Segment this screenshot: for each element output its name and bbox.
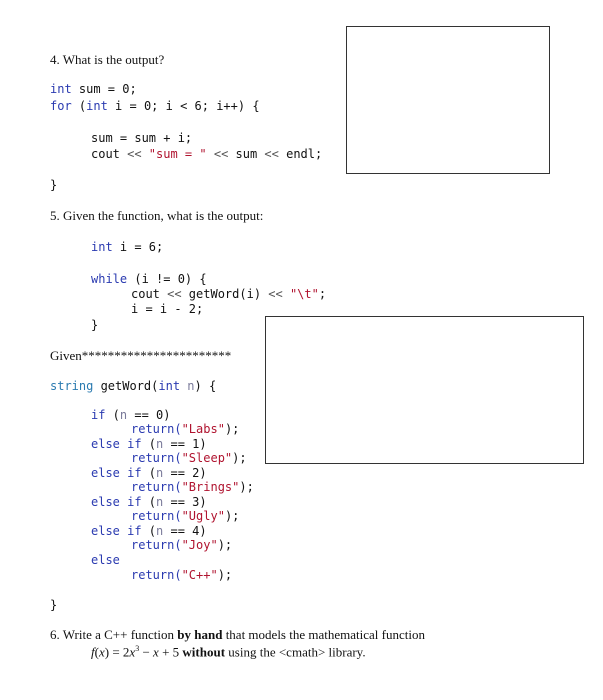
function-close-brace: } (50, 598, 58, 612)
q5-code-line-1: int i = 6; (91, 240, 164, 254)
branch-2-return: return("Brings"); (131, 480, 254, 494)
branch-0-condition: if (n == 0) (91, 408, 171, 422)
q6-text: 6. Write a C++ function by hand that models the mathematical function (50, 627, 425, 642)
q4-code-line-3: sum = sum + i; (91, 131, 193, 145)
given-label: Given*********************** (50, 348, 232, 363)
q4-code-line-1: int sum = 0; (50, 82, 137, 96)
q4-code-close-brace: } (50, 178, 58, 192)
branch-1-return: return("Sleep"); (131, 451, 247, 465)
answer-box-q5[interactable] (265, 316, 584, 464)
q4-code-line-2: for (int i = 0; i < 6; i++) { (50, 99, 260, 113)
function-signature: string getWord(int n) { (50, 379, 217, 393)
q5-code-line-4: i = i - 2; (131, 302, 204, 316)
branch-4-return: return("Joy"); (131, 538, 233, 552)
branch-1-condition: else if (n == 1) (91, 437, 207, 451)
q6-math-line: $f(x) = 2x^3 - x + 5$ without using the <cmath> library. (91, 644, 366, 660)
else-return: return("C++"); (131, 568, 233, 582)
q5-code-line-3: cout << getWord(i) << "\t"; (131, 287, 327, 301)
q5-code-line-2: while (i != 0) { (91, 272, 207, 286)
branch-2-condition: else if (n == 2) (91, 466, 207, 480)
q5-code-close-brace: } (91, 318, 99, 332)
else-keyword: else (91, 553, 120, 567)
q5-heading: 5. Given the function, what is the output: (50, 208, 264, 223)
branch-3-return: return("Ugly"); (131, 509, 240, 523)
branch-0-return: return("Labs"); (131, 422, 240, 436)
q4-code-line-4: cout << "sum = " << sum << endl; (91, 147, 323, 161)
branch-4-condition: else if (n == 4) (91, 524, 207, 538)
branch-3-condition: else if (n == 3) (91, 495, 207, 509)
answer-box-q4[interactable] (346, 26, 550, 174)
q4-heading: 4. What is the output? (50, 52, 165, 67)
